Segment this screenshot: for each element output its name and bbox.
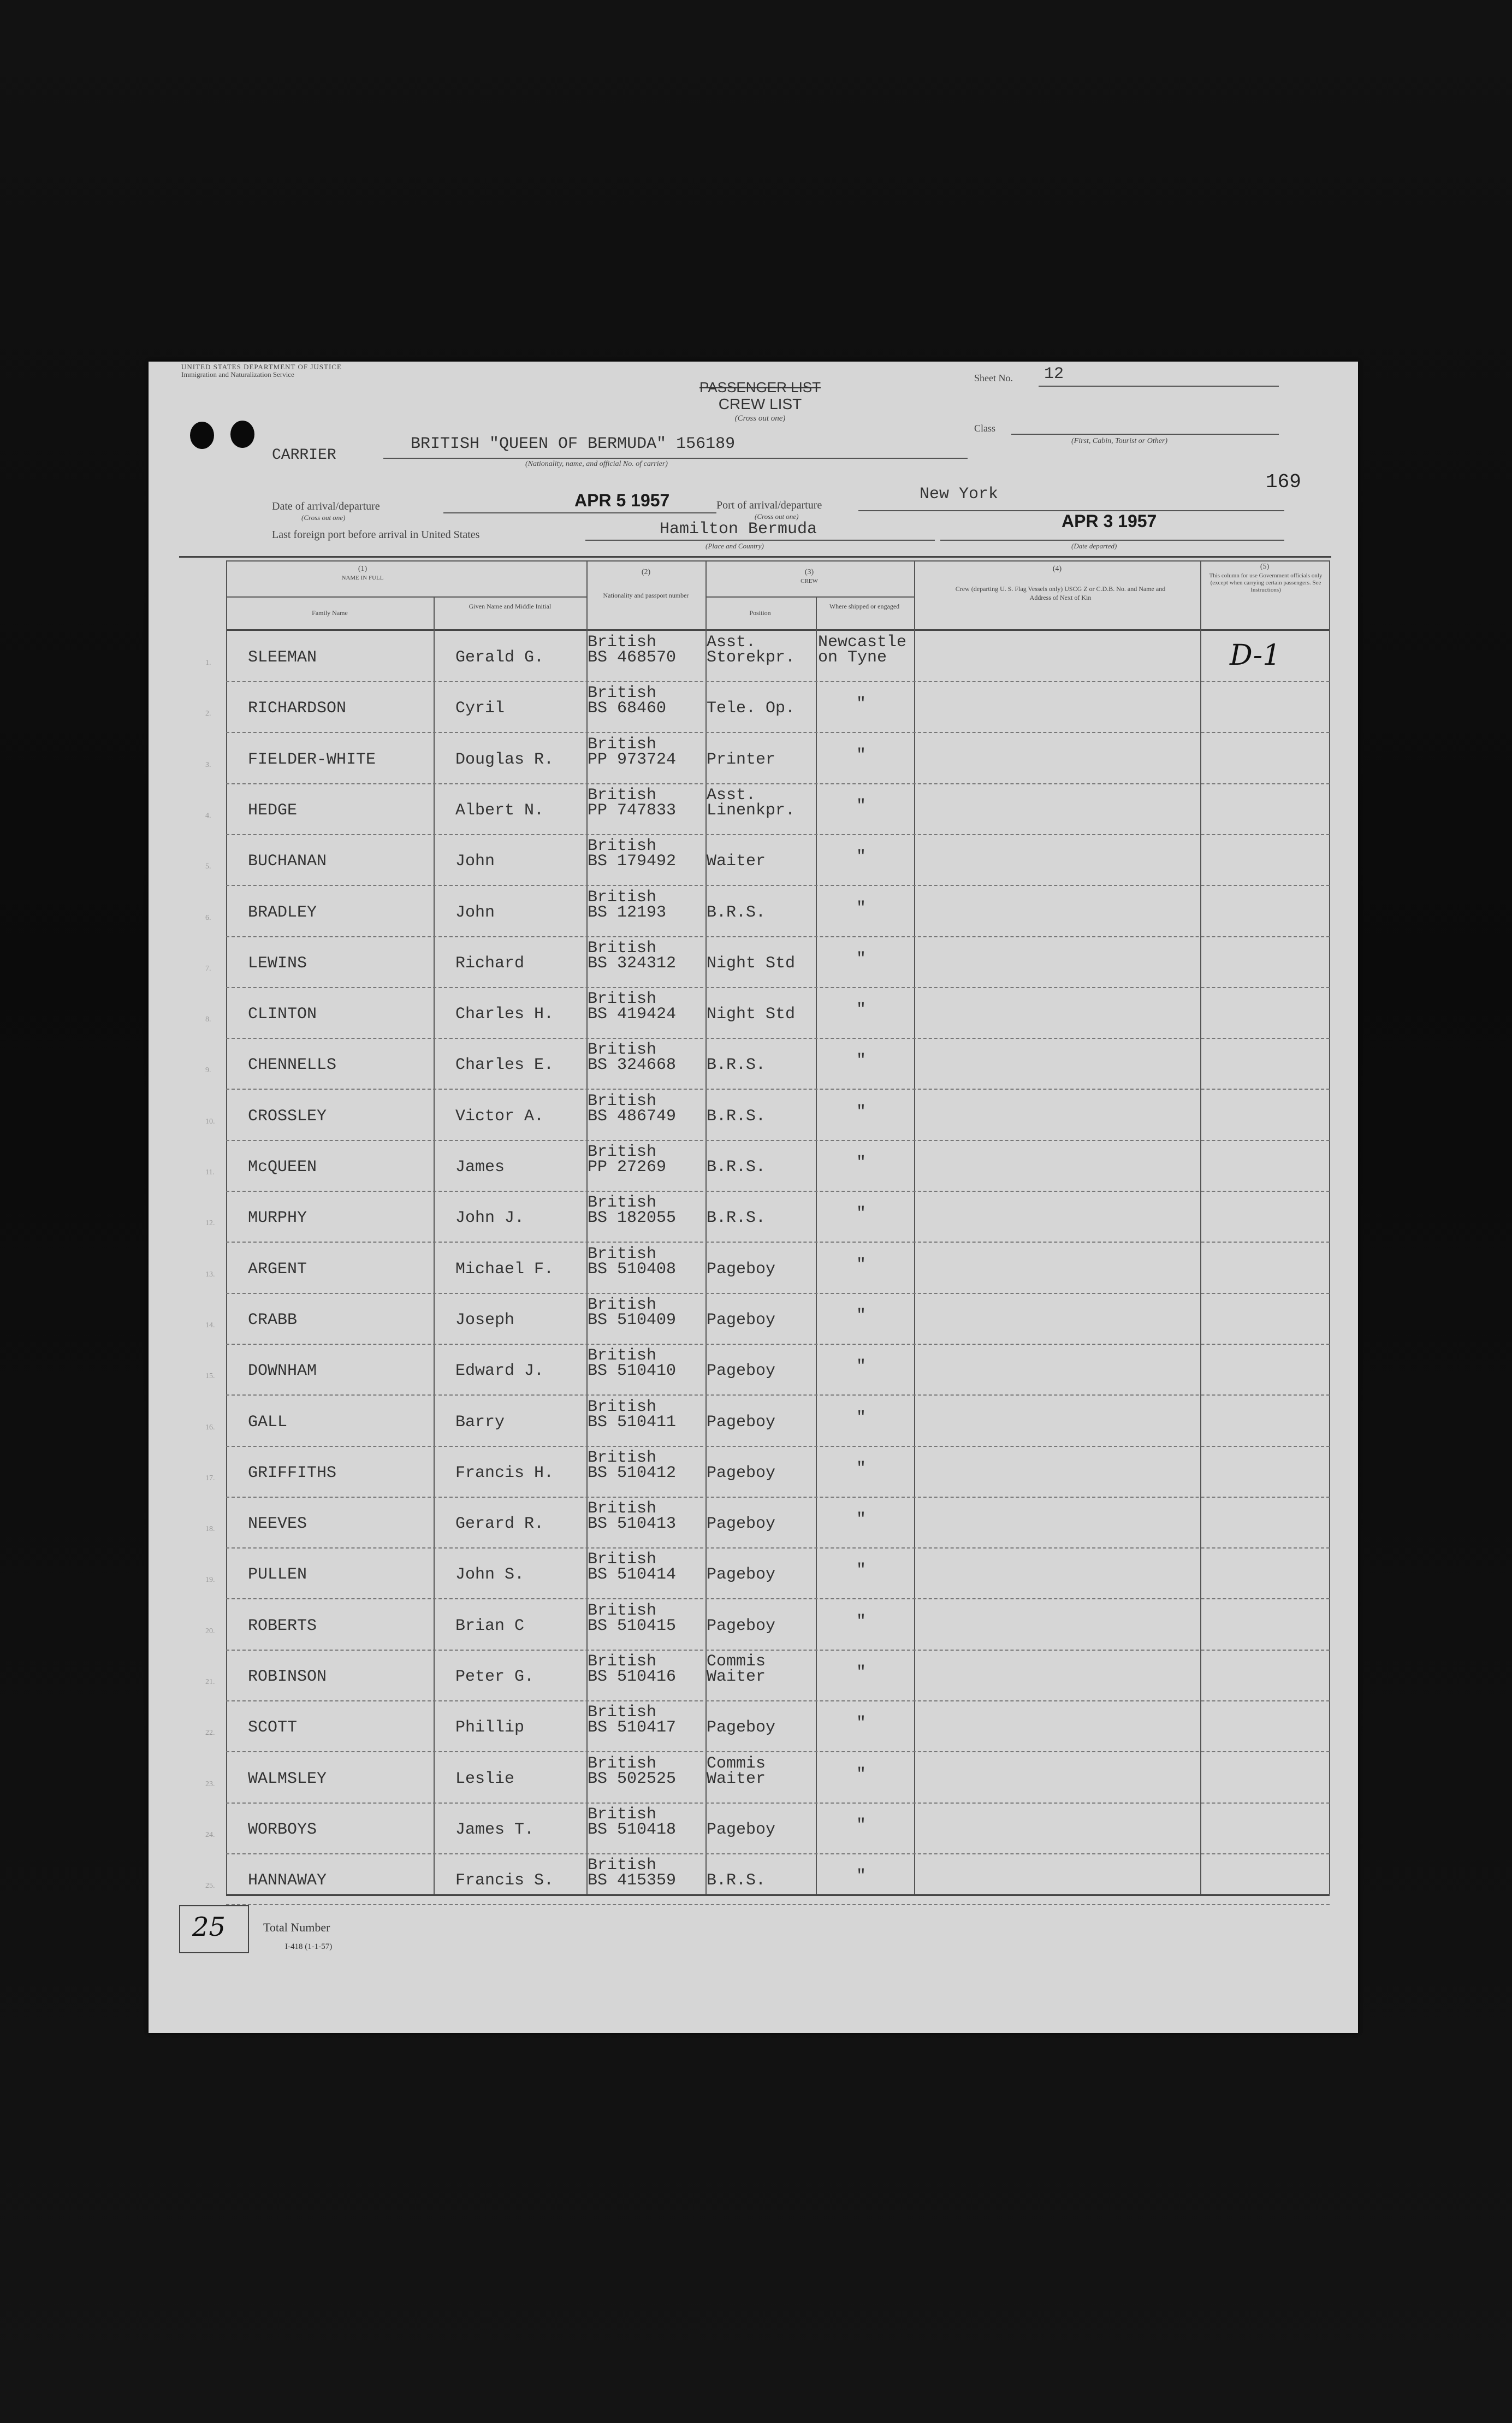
- given-name-cell: Peter G.: [455, 1668, 535, 1686]
- family-name-cell: NEEVES: [248, 1515, 307, 1534]
- position-cell: Waiter: [707, 852, 766, 871]
- position-cell: Pageboy: [707, 1260, 776, 1279]
- nationality-cell: British: [588, 684, 657, 703]
- family-name-cell: RICHARDSON: [248, 699, 347, 718]
- passport-number-cell: BS 510414: [588, 1565, 677, 1585]
- family-name-cell: MURPHY: [248, 1209, 307, 1228]
- where-shipped-cell: ": [856, 1102, 867, 1121]
- table-top-rule-2: [226, 560, 1330, 562]
- where-shipped-cell: ": [856, 1154, 867, 1172]
- family-name-cell: CROSSLEY: [248, 1107, 327, 1126]
- punch-hole: [190, 422, 214, 449]
- passport-number-cell: BS 510416: [588, 1668, 677, 1686]
- family-name-cell: SCOTT: [248, 1718, 298, 1738]
- given-name-cell: Edward J.: [455, 1362, 544, 1381]
- nationality-cell: British: [588, 1805, 657, 1824]
- where-shipped-cell: ": [856, 746, 867, 765]
- row-number: 1.: [205, 659, 211, 667]
- nationality-cell: British: [588, 990, 657, 1009]
- total-label: Total Number: [263, 1920, 330, 1934]
- passport-number-cell: BS 510411: [588, 1413, 677, 1432]
- handwritten-annotation: D-1: [1230, 639, 1281, 672]
- class-label: Class: [974, 423, 996, 434]
- table-row: [205, 1089, 1330, 1141]
- passport-number-cell: BS 12193: [588, 903, 667, 922]
- col-position: Position: [749, 609, 771, 617]
- col5-number: (5): [1260, 563, 1270, 571]
- position-cell-line-2: Waiter: [707, 1668, 766, 1686]
- row-number: 12.: [205, 1219, 215, 1228]
- passport-number-cell: BS 510415: [588, 1616, 677, 1635]
- where-shipped-cell: ": [856, 1051, 867, 1071]
- given-name-cell: John: [455, 903, 495, 922]
- position-cell: B.R.S.: [707, 1158, 766, 1177]
- position-cell: Pageboy: [707, 1718, 776, 1738]
- row-number: 7.: [205, 964, 211, 973]
- agency-line-2: Immigration and Naturalization Service: [181, 370, 294, 379]
- family-name-cell: ROBINSON: [248, 1668, 327, 1686]
- position-cell: Pageboy: [707, 1413, 776, 1432]
- passport-number-cell: BS 324668: [588, 1056, 677, 1075]
- given-name-cell: Phillip: [455, 1718, 525, 1738]
- given-name-cell: Michael F.: [455, 1260, 554, 1279]
- place-hint: (Place and Country): [705, 542, 764, 550]
- position-cell: Pageboy: [707, 1310, 776, 1329]
- table-row: [205, 1446, 1330, 1498]
- given-name-cell: Joseph: [455, 1310, 515, 1329]
- passport-number-cell: BS 468570: [588, 648, 677, 667]
- position-cell-line-2: Waiter: [707, 1769, 766, 1788]
- col4-number: (4): [1052, 565, 1062, 573]
- row-number: 21.: [205, 1678, 215, 1686]
- table-row: [205, 987, 1330, 1039]
- col5-title: This column for use Government officials only (except when carrying certain passengers. See Instructions): [1209, 572, 1323, 593]
- row-number: 4.: [205, 811, 211, 820]
- row-number: 8.: [205, 1015, 211, 1024]
- given-name-cell: Leslie: [455, 1769, 515, 1788]
- given-name-cell: Brian C: [455, 1616, 525, 1635]
- position-cell: B.R.S.: [707, 1056, 766, 1075]
- title-crossed: PASSENGER LIST: [699, 379, 821, 395]
- where-shipped-cell: ": [856, 1561, 867, 1580]
- port-value: New York: [920, 485, 999, 504]
- arrival-label: Date of arrival/departure: [272, 500, 380, 512]
- title-cross-out-hint: (Cross out one): [734, 414, 786, 423]
- passport-number-cell: BS 510412: [588, 1463, 677, 1482]
- row-number: 15.: [205, 1372, 215, 1381]
- family-name-cell: GALL: [248, 1413, 288, 1432]
- passport-number-cell: BS 68460: [588, 699, 667, 718]
- col-given-name: Given Name and Middle Initial: [469, 602, 552, 610]
- row-number: 6.: [205, 913, 211, 922]
- table-row: [205, 681, 1330, 733]
- nationality-cell: British: [588, 1499, 657, 1518]
- where-shipped-cell: ": [856, 949, 867, 968]
- given-name-cell: Richard: [455, 954, 525, 973]
- form-number: I-418 (1-1-57): [285, 1942, 333, 1951]
- given-name-cell: Charles H.: [455, 1005, 554, 1024]
- nationality-cell: British: [588, 633, 657, 652]
- table-row: [205, 1191, 1330, 1243]
- position-cell: Night Std: [707, 954, 796, 973]
- position-cell: Asst.: [707, 633, 756, 652]
- col3-title: CREW: [801, 578, 818, 584]
- row-number: 13.: [205, 1270, 215, 1279]
- given-name-cell: Victor A.: [455, 1107, 544, 1126]
- arrival-cross-out-hint: (Cross out one): [301, 513, 346, 522]
- passport-number-cell: BS 510417: [588, 1718, 677, 1738]
- given-name-cell: Charles E.: [455, 1056, 554, 1075]
- given-name-cell: Douglas R.: [455, 750, 554, 769]
- position-cell: Pageboy: [707, 1515, 776, 1534]
- passport-number-cell: BS 486749: [588, 1107, 677, 1126]
- agency-line-1: UNITED STATES DEPARTMENT OF JUSTICE: [181, 363, 342, 371]
- passport-number-cell: BS 324312: [588, 954, 677, 973]
- row-number: 5.: [205, 862, 211, 871]
- arrival-underline: [443, 512, 716, 513]
- sheet-number: 12: [1044, 365, 1064, 383]
- where-shipped-cell: ": [856, 1408, 867, 1427]
- passport-number-cell: PP 973724: [588, 750, 677, 769]
- passport-number-cell: BS 502525: [588, 1769, 677, 1788]
- family-name-cell: WALMSLEY: [248, 1769, 327, 1788]
- date-departed-hint: (Date departed): [1071, 542, 1117, 550]
- family-name-cell: ROBERTS: [248, 1616, 317, 1635]
- class-underline: [1011, 434, 1279, 435]
- row-number: 11.: [205, 1168, 215, 1177]
- passport-number-cell: BS 510409: [588, 1310, 677, 1329]
- nationality-cell: British: [588, 888, 657, 907]
- where-shipped-cell: ": [856, 1867, 867, 1886]
- carrier-value: BRITISH "QUEEN OF BERMUDA" 156189: [411, 435, 736, 453]
- family-name-cell: CRABB: [248, 1310, 298, 1329]
- position-cell: Asst.: [707, 785, 756, 805]
- position-cell: Commis: [707, 1652, 766, 1671]
- where-shipped-cell: ": [856, 899, 867, 918]
- given-name-cell: Barry: [455, 1413, 505, 1432]
- row-number: 10.: [205, 1117, 215, 1126]
- position-cell-line-2: Linenkpr.: [707, 801, 796, 820]
- page-number: 169: [1266, 471, 1301, 493]
- port-cross-out-hint: (Cross out one): [755, 512, 799, 521]
- table-row: [205, 1700, 1330, 1752]
- where-shipped-cell: ": [856, 695, 867, 714]
- col1-title: NAME IN FULL: [341, 575, 384, 581]
- family-name-cell: HEDGE: [248, 801, 298, 820]
- where-shipped-cell: ": [856, 1663, 867, 1682]
- row-number: 3.: [205, 760, 211, 769]
- table-row: [205, 1293, 1330, 1345]
- given-name-cell: John: [455, 852, 495, 871]
- family-name-cell: DOWNHAM: [248, 1362, 317, 1381]
- passport-number-cell: BS 510410: [588, 1362, 677, 1381]
- family-name-cell: BRADLEY: [248, 903, 317, 922]
- given-name-cell: Albert N.: [455, 801, 544, 820]
- col-where-shipped: Where shipped or engaged: [829, 602, 900, 610]
- class-hint: (First, Cabin, Tourist or Other): [1071, 437, 1168, 445]
- row-number: 18.: [205, 1525, 215, 1534]
- passport-number-cell: PP 27269: [588, 1158, 667, 1177]
- where-shipped-cell: ": [856, 1357, 867, 1376]
- col1-number: (1): [358, 565, 367, 573]
- passport-number-cell: BS 510418: [588, 1820, 677, 1839]
- date-departed-underline: [940, 540, 1284, 541]
- position-cell: Pageboy: [707, 1616, 776, 1635]
- row-number: 17.: [205, 1474, 215, 1482]
- where-shipped-cell: Newcastle: [818, 633, 907, 652]
- where-shipped-cell: ": [856, 848, 867, 867]
- nationality-cell: British: [588, 785, 657, 805]
- where-shipped-cell: ": [856, 1001, 867, 1020]
- position-cell: B.R.S.: [707, 1209, 766, 1228]
- col2-title: Nationality and passport number: [603, 592, 689, 599]
- where-shipped-cell: ": [856, 1255, 867, 1274]
- where-shipped-cell-line-2: on Tyne: [818, 648, 887, 667]
- nationality-cell: British: [588, 1295, 657, 1314]
- family-name-cell: BUCHANAN: [248, 852, 327, 871]
- nationality-cell: British: [588, 1091, 657, 1110]
- nationality-cell: British: [588, 1703, 657, 1722]
- given-name-cell: Francis H.: [455, 1463, 554, 1482]
- position-cell: Pageboy: [707, 1565, 776, 1585]
- nationality-cell: British: [588, 1550, 657, 1569]
- given-name-cell: Gerard R.: [455, 1515, 544, 1534]
- table-row: [205, 834, 1330, 886]
- row-number: 2.: [205, 710, 211, 718]
- position-cell: B.R.S.: [707, 1107, 766, 1126]
- table-row: [205, 1242, 1330, 1294]
- family-name-cell: LEWINS: [248, 954, 307, 973]
- row-number: 23.: [205, 1780, 215, 1788]
- nationality-cell: British: [588, 1397, 657, 1416]
- total-value: 25: [192, 1912, 226, 1942]
- family-name-cell: PULLEN: [248, 1565, 307, 1585]
- last-port-value: Hamilton Bermuda: [660, 520, 817, 539]
- passport-number-cell: BS 182055: [588, 1209, 677, 1228]
- position-cell-line-2: Storekpr.: [707, 648, 796, 667]
- sheet-label: Sheet No.: [974, 373, 1013, 383]
- nationality-cell: British: [588, 1754, 657, 1773]
- given-name-cell: John J.: [455, 1209, 525, 1228]
- where-shipped-cell: ": [856, 1765, 867, 1784]
- family-name-cell: SLEEMAN: [248, 648, 317, 667]
- row-number: 22.: [205, 1729, 215, 1738]
- nationality-cell: British: [588, 1448, 657, 1467]
- nationality-cell: British: [588, 1601, 657, 1620]
- nationality-cell: British: [588, 1041, 657, 1060]
- where-shipped-cell: ": [856, 1459, 867, 1478]
- where-shipped-cell: ": [856, 1510, 867, 1529]
- row-number: 20.: [205, 1627, 215, 1635]
- family-name-cell: ARGENT: [248, 1260, 307, 1279]
- where-shipped-cell: ": [856, 1204, 867, 1224]
- passport-number-cell: BS 510408: [588, 1260, 677, 1279]
- table-row: [205, 732, 1330, 784]
- family-name-cell: McQUEEN: [248, 1158, 317, 1177]
- col1-sub-rule: [226, 596, 586, 598]
- given-name-cell: Cyril: [455, 699, 505, 718]
- given-name-cell: Francis S.: [455, 1871, 554, 1890]
- crew-list-page: [149, 362, 1358, 2033]
- family-name-cell: HANNAWAY: [248, 1871, 327, 1890]
- where-shipped-cell: ": [856, 1306, 867, 1325]
- table-row: [205, 1344, 1330, 1396]
- given-name-cell: James: [455, 1158, 505, 1177]
- table-row: [205, 1140, 1330, 1192]
- row-number: 9.: [205, 1066, 211, 1075]
- table-row: [205, 1038, 1330, 1090]
- total-box: [179, 1905, 249, 1953]
- given-name-cell: James T.: [455, 1820, 535, 1839]
- nationality-cell: British: [588, 1193, 657, 1213]
- position-cell: B.R.S.: [707, 1871, 766, 1890]
- carrier-underline: [383, 458, 968, 459]
- family-name-cell: CLINTON: [248, 1005, 317, 1024]
- passport-number-cell: BS 415359: [588, 1871, 677, 1890]
- table-top-rule: [179, 556, 1331, 558]
- row-number: 14.: [205, 1321, 215, 1329]
- family-name-cell: FIELDER-WHITE: [248, 750, 376, 769]
- position-cell: Pageboy: [707, 1362, 776, 1381]
- passport-number-cell: BS 510413: [588, 1515, 677, 1534]
- where-shipped-cell: ": [856, 796, 867, 815]
- table-row: [205, 783, 1330, 835]
- punch-hole: [230, 421, 254, 448]
- position-cell: B.R.S.: [707, 903, 766, 922]
- table-row: [205, 1547, 1330, 1599]
- table-row: [205, 1650, 1330, 1701]
- col2-number: (2): [641, 568, 651, 576]
- last-port-label: Last foreign port before arrival in United States: [272, 529, 480, 541]
- given-name-cell: Gerald G.: [455, 648, 544, 667]
- table-row: [205, 1599, 1330, 1651]
- nationality-cell: British: [588, 1652, 657, 1671]
- col3-number: (3): [804, 568, 814, 576]
- position-cell: Commis: [707, 1754, 766, 1773]
- row-number: 16.: [205, 1423, 215, 1432]
- carrier-label: CARRIER: [272, 447, 336, 464]
- given-name-cell: John S.: [455, 1565, 525, 1585]
- nationality-cell: British: [588, 837, 657, 856]
- date-departed-stamp: APR 3 1957: [1062, 511, 1157, 531]
- where-shipped-cell: ": [856, 1714, 867, 1733]
- row-number: 24.: [205, 1830, 215, 1839]
- form-title: CREW LIST: [718, 395, 802, 412]
- position-cell: Pageboy: [707, 1463, 776, 1482]
- nationality-cell: British: [588, 735, 657, 754]
- where-shipped-cell: ": [856, 1816, 867, 1835]
- family-name-cell: WORBOYS: [248, 1820, 317, 1839]
- col-family-name: Family Name: [312, 609, 348, 617]
- passport-number-cell: BS 419424: [588, 1005, 677, 1024]
- table-row: [205, 1497, 1330, 1549]
- position-cell: Printer: [707, 750, 776, 769]
- col3-sub-rule: [705, 596, 914, 598]
- table-row: [205, 1853, 1330, 1905]
- last-port-underline: [585, 540, 935, 541]
- position-cell: Pageboy: [707, 1820, 776, 1839]
- nationality-cell: British: [588, 1143, 657, 1161]
- table-row: [205, 1803, 1330, 1854]
- family-name-cell: CHENNELLS: [248, 1056, 337, 1075]
- sheet-underline: [1039, 386, 1279, 387]
- arrival-date-stamp: APR 5 1957: [574, 490, 670, 510]
- family-name-cell: GRIFFITHS: [248, 1463, 337, 1482]
- position-cell: Tele. Op.: [707, 699, 796, 718]
- where-shipped-cell: ": [856, 1612, 867, 1631]
- table-bottom-rule: [226, 1894, 1330, 1896]
- table-row: [205, 1395, 1330, 1447]
- table-row: [205, 885, 1330, 937]
- position-cell: Night Std: [707, 1005, 796, 1024]
- table-row: [205, 936, 1330, 988]
- nationality-cell: British: [588, 1856, 657, 1875]
- passport-number-cell: BS 179492: [588, 852, 677, 871]
- passport-number-cell: PP 747833: [588, 801, 677, 820]
- port-label: Port of arrival/departure: [716, 499, 822, 511]
- nationality-cell: British: [588, 1244, 657, 1263]
- table-row: [205, 1752, 1330, 1804]
- table-row: [205, 630, 1330, 682]
- carrier-hint: (Nationality, name, and official No. of carrier): [525, 460, 668, 468]
- row-number: 25.: [205, 1882, 215, 1890]
- col4-title: Crew (departing U. S. Flag Vessels only) USCG Z or C.D.B. No. and Name and Address of Next of Kin: [955, 585, 1166, 601]
- nationality-cell: British: [588, 1346, 657, 1366]
- row-number: 19.: [205, 1576, 215, 1585]
- nationality-cell: British: [588, 938, 657, 958]
